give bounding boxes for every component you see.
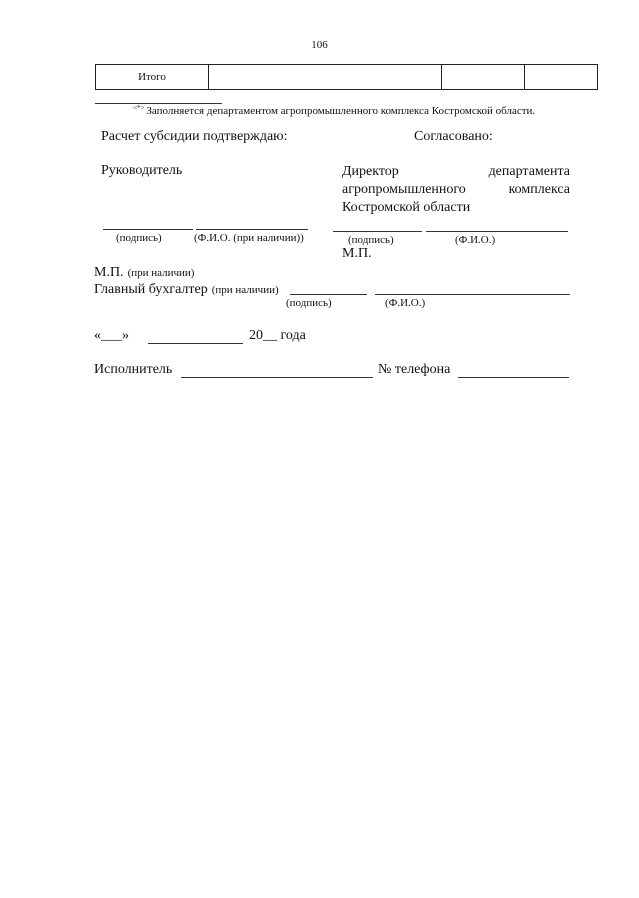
date-line [94,328,129,344]
date-year [249,328,306,344]
director-fio-line[interactable] [426,231,568,232]
date-day-blank[interactable]: ___ [101,328,122,343]
chief-accountant-if-any: (при наличии) [211,284,279,296]
director-title [342,163,570,217]
phone-label: № телефона [378,362,451,377]
head-label: Руководитель [101,163,183,178]
agreed-label: Согласовано: [414,129,493,144]
totals-cell[interactable] [442,65,525,90]
director-signature-caption: (подпись) [348,234,394,246]
phone-line[interactable] [458,377,569,378]
totals-label: Итого [96,65,209,90]
chief-accountant-label: Главный бухгалтер [94,282,208,297]
page-number: 106 [311,39,328,51]
date-close-quote: » [122,328,129,343]
footnote-marker: <*> [133,104,145,112]
date-open-quote: « [94,328,101,343]
confirm-label: Расчет субсидии подтверждаю: [101,129,288,144]
executor-line[interactable] [181,377,373,378]
stamp-if-any: (при наличии) [127,267,195,279]
date-month-line[interactable] [148,343,243,344]
chief-accountant-block [94,280,279,298]
accountant-signature-caption: (подпись) [286,297,332,309]
head-signature-line[interactable] [103,229,193,230]
director-stamp-label: М.П. [342,246,372,261]
head-fio-caption: (Ф.И.О. (при наличии)) [194,232,304,244]
director-line2-left: агропромышленного [342,182,466,197]
table-row [96,65,598,90]
director-line1-right: департамента [488,164,570,179]
executor-label: Исполнитель [94,362,173,377]
director-fio-caption: (Ф.И.О.) [455,234,496,246]
director-signature-line[interactable] [333,231,422,232]
accountant-signature-line[interactable] [290,294,367,295]
director-line3: Костромской области [342,200,471,215]
stamp-block [94,263,194,281]
accountant-fio-caption: (Ф.И.О.) [385,297,426,309]
footnote [133,104,535,117]
head-signature-caption: (подпись) [116,232,162,244]
stamp-label: М.П. [94,265,124,280]
totals-cell[interactable] [209,65,442,90]
date-year-prefix: 20 [249,328,263,343]
director-line1-left: Директор [342,164,399,179]
accountant-fio-line[interactable] [375,294,570,295]
totals-cell[interactable] [525,65,598,90]
totals-table [95,64,598,90]
date-year-blank[interactable]: __ [263,328,277,343]
footnote-text: Заполняется департаментом агропромышленного комплекса Костромской области. [146,105,536,117]
date-suffix: года [280,328,306,343]
director-line2-right: комплекса [508,182,570,197]
head-fio-line[interactable] [196,229,308,230]
